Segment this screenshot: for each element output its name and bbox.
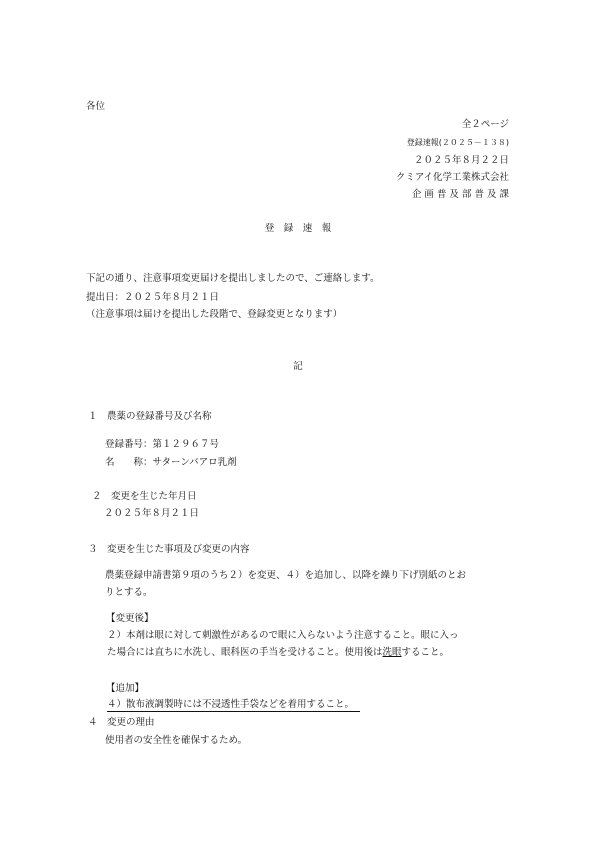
- after-change-text-post: すること。: [401, 647, 450, 658]
- department-name: 企 画 普 及 部 普 及 課: [411, 189, 509, 200]
- change-date: ２０２５年８月２１日: [104, 508, 200, 519]
- addition-label: 【追加】: [106, 683, 145, 694]
- section1-heading: １ 農薬の登録番号及び名称: [88, 411, 212, 422]
- addition-line-1: ４）散布液調製時には不浸透性手袋などを着用すること。: [107, 700, 360, 712]
- underlined-eyewash: 洗眼: [382, 647, 402, 658]
- addressee: 各位: [86, 101, 106, 112]
- section3-desc-1: 農薬登録申請書第９項のうち２）を変更、４）を追加し、以降を繰り下げ別紙のとお: [105, 570, 467, 581]
- after-change-line-2: [107, 648, 449, 658]
- registration-number: 登録番号：第１２９６７号: [105, 439, 220, 450]
- company-name: クミアイ化学工業株式会社: [395, 172, 509, 183]
- ki-heading: 記: [293, 361, 303, 372]
- section3-heading: ３ 変更を生じた事項及び変更の内容: [88, 544, 250, 555]
- issue-date: ２０２５年８月２２日: [413, 155, 509, 166]
- doc-number: 登録速報(２０２５－１３８): [406, 138, 509, 147]
- intro-line-3: （注意事項は届けを提出した段階で、登録変更となります）: [86, 309, 343, 320]
- intro-line-2: 提出日：２０２５年８月２１日: [86, 292, 220, 303]
- after-change-text-pre: た場合には直ちに水洗し、眼科医の手当を受けること。使用後は: [107, 647, 383, 658]
- section4-heading: ４ 変更の理由: [88, 717, 155, 728]
- page-count: 全２ページ: [461, 119, 509, 130]
- intro-line-1: 下記の通り、注意事項変更届けを提出しましたので、ご連絡します。: [86, 273, 380, 284]
- section2-heading: ２ 変更を生じた年月日: [92, 491, 197, 502]
- after-change-line-1: ２）本剤は眼に対して刺激性があるので眼に入らないよう注意すること。眼に入っ: [107, 630, 459, 641]
- product-name: 名 称：サターンバアロ乳剤: [105, 457, 237, 468]
- document-title: 登 録 速 報: [264, 223, 332, 234]
- section3-desc-2: りとする。: [105, 587, 153, 598]
- change-reason: 使用者の安全性を確保するため。: [105, 735, 248, 746]
- after-change-label: 【変更後】: [106, 613, 154, 624]
